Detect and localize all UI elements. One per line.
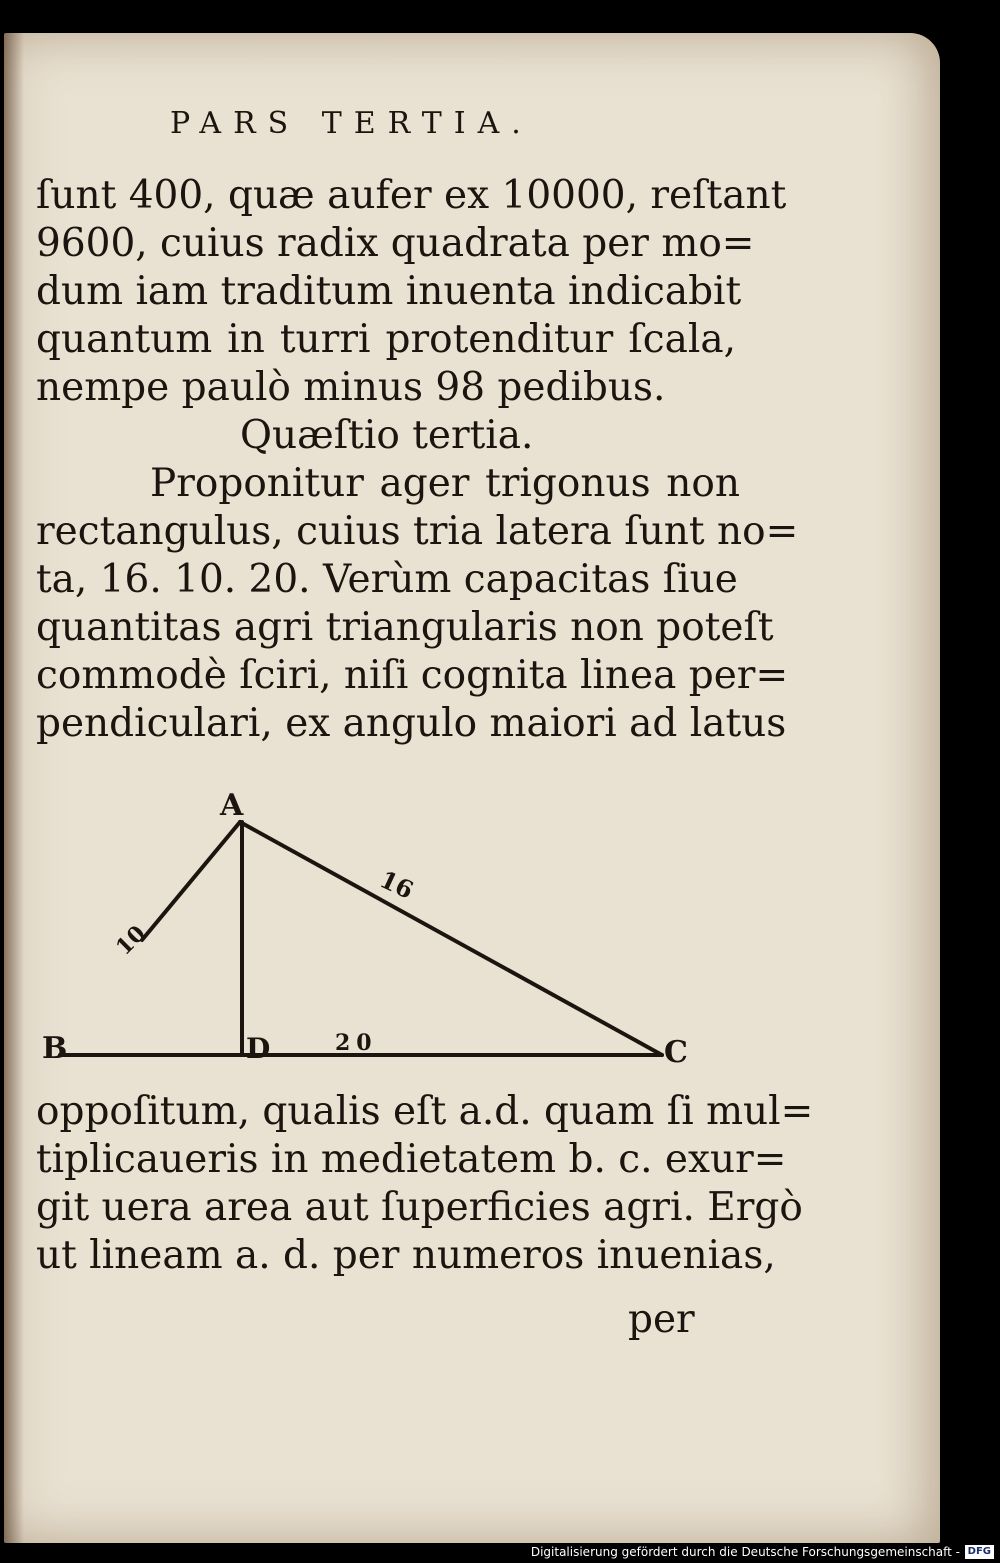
vertex-label-c: C bbox=[664, 1035, 688, 1070]
text-line: commodè ſciri, niſi cognita linea per= bbox=[36, 653, 789, 698]
catchword: per bbox=[628, 1297, 695, 1342]
vertex-label-a: A bbox=[220, 788, 244, 823]
text-line: quantum in turri protenditur ſcala, bbox=[36, 317, 736, 362]
side-label-ab: 10 bbox=[110, 920, 151, 961]
side-ab-line bbox=[142, 822, 240, 940]
running-head: PARS TERTIA. bbox=[170, 106, 533, 141]
text-line: ſunt 400, quæ aufer ex 10000, reſtant bbox=[36, 173, 787, 218]
text-line: quantitas agri triangularis non poteſt bbox=[36, 605, 774, 650]
text-line: Proponitur ager trigonus non bbox=[150, 461, 740, 506]
text-line: dum iam traditum inuenta indicabit bbox=[36, 269, 742, 314]
text-line: 9600, cuius radix quadrata per mo= bbox=[36, 221, 755, 266]
vertex-label-b: B bbox=[42, 1031, 68, 1066]
side-ac-line bbox=[240, 822, 662, 1055]
text-line: oppoſitum, qualis eſt a.d. quam ſi mul= bbox=[36, 1089, 814, 1134]
vertex-label-d: D bbox=[246, 1032, 271, 1065]
section-heading: Quæſtio tertia. bbox=[240, 413, 534, 458]
text-line: ta, 16. 10. 20. Verùm capacitas ſiue bbox=[36, 557, 738, 602]
text-line: nempe paulò minus 98 pedibus. bbox=[36, 365, 666, 410]
digitization-credit: Digitalisierung gefördert durch die Deutsche Forschungsgemeinschaft - bbox=[530, 1545, 960, 1559]
text-line: rectangulus, cuius tria latera ſunt no= bbox=[36, 509, 799, 554]
side-label-bc: 20 bbox=[335, 1030, 378, 1056]
text-line: ut lineam a. d. per numeros inuenias, bbox=[36, 1233, 776, 1278]
dfg-logo: DFG bbox=[965, 1545, 994, 1559]
text-line: tiplicaueris in medietatem b. c. exur= bbox=[36, 1137, 787, 1182]
text-line: git uera area aut ſuperficies agri. Ergò bbox=[36, 1185, 803, 1230]
text-line: pendiculari, ex angulo maiori ad latus bbox=[36, 701, 787, 746]
side-label-ac: 16 bbox=[375, 864, 418, 905]
